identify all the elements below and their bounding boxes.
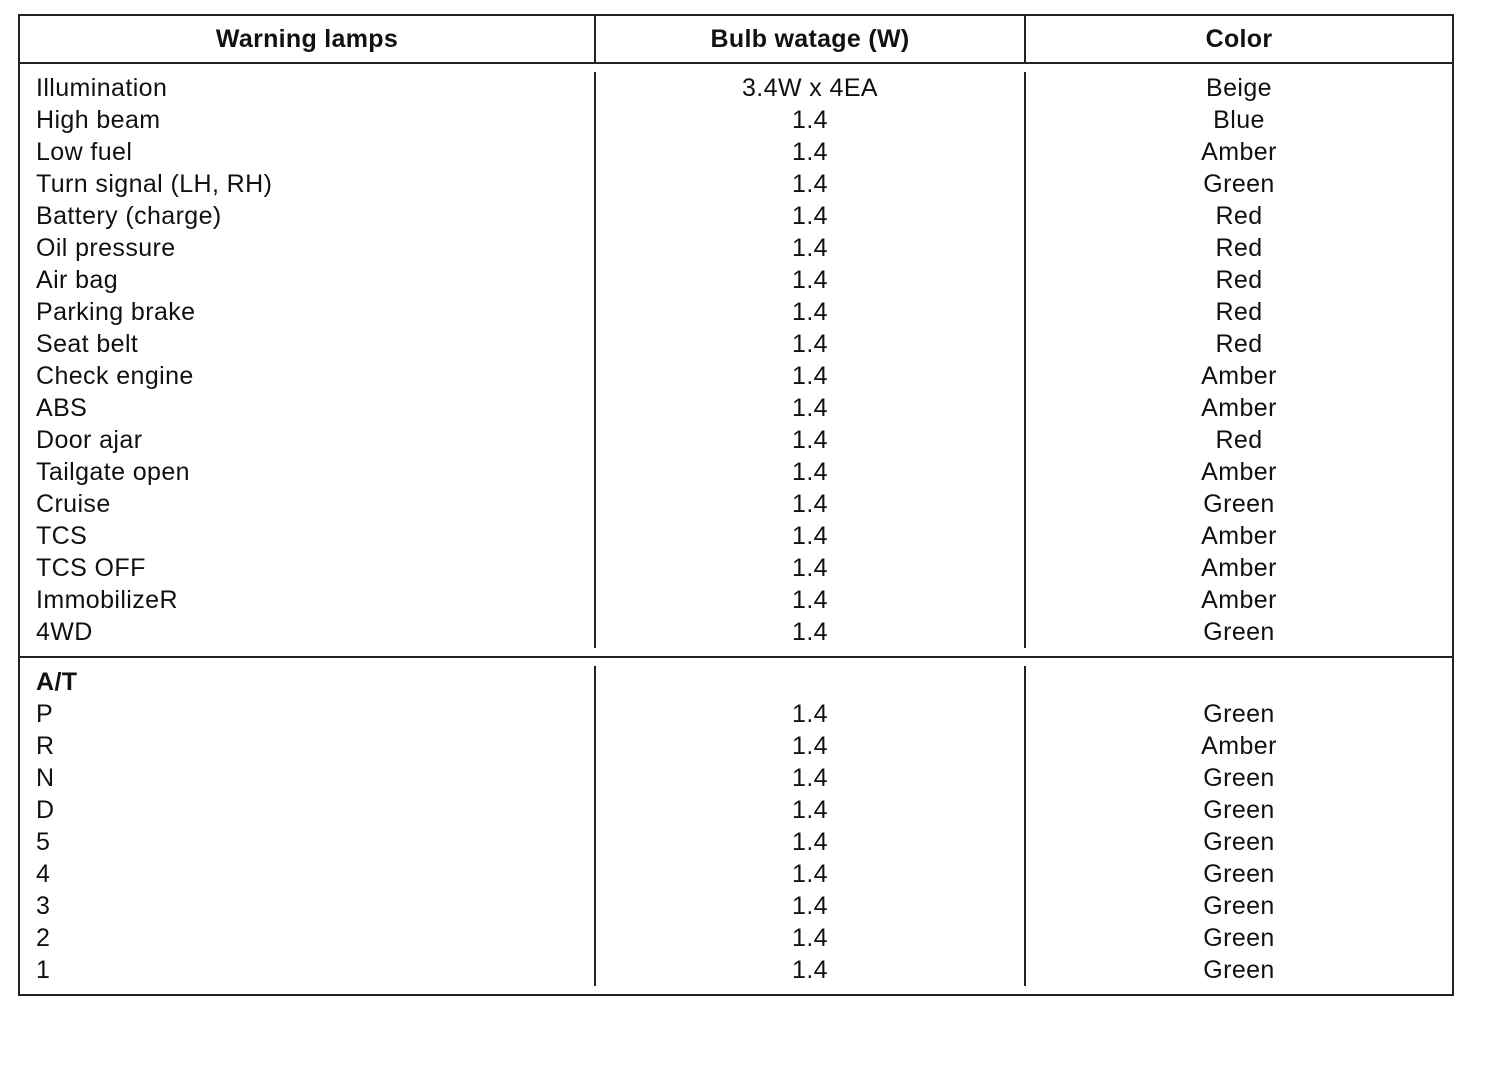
color-cell: Green bbox=[1203, 828, 1275, 856]
color-cell: Red bbox=[1215, 426, 1263, 454]
lamp-name-cell: Turn signal (LH, RH) bbox=[36, 170, 273, 198]
lamp-name-cell: 2 bbox=[36, 924, 51, 952]
lamp-name-cell: 4WD bbox=[36, 618, 93, 646]
color-cell: Green bbox=[1203, 170, 1275, 198]
lamp-name-cell: Cruise bbox=[36, 490, 111, 518]
wattage-cell: 1.4 bbox=[792, 522, 828, 550]
color-cell: Green bbox=[1203, 490, 1275, 518]
wattage-cell: 1.4 bbox=[792, 138, 828, 166]
spacer-line bbox=[596, 666, 1024, 698]
wattage-cell: 1.4 bbox=[792, 860, 828, 888]
color-cell: Green bbox=[1203, 860, 1275, 888]
lamp-name-cell: P bbox=[36, 700, 54, 728]
lamp-name-cell: Seat belt bbox=[36, 330, 139, 358]
lamp-name-cell: Check engine bbox=[36, 362, 194, 390]
color-cell: Amber bbox=[1201, 458, 1277, 486]
wattage-cell: 1.4 bbox=[792, 330, 828, 358]
at-group-title: A/T bbox=[36, 668, 78, 696]
color-cell: Red bbox=[1215, 330, 1263, 358]
at-wattage-column bbox=[596, 666, 1026, 986]
wattage-cell: 1.4 bbox=[792, 796, 828, 824]
color-cell: Amber bbox=[1201, 362, 1277, 390]
wattage-cell: 1.4 bbox=[792, 298, 828, 326]
color-cell: Green bbox=[1203, 618, 1275, 646]
color-cell: Amber bbox=[1201, 586, 1277, 614]
wattage-cell: 1.4 bbox=[792, 764, 828, 792]
lamp-name-cell: TCS OFF bbox=[36, 554, 146, 582]
lamp-name-cell: TCS bbox=[36, 522, 88, 550]
wattage-cell: 1.4 bbox=[792, 554, 828, 582]
warning-lamp-table bbox=[18, 14, 1454, 996]
wattage-cell: 1.4 bbox=[792, 362, 828, 390]
color-cell: Amber bbox=[1201, 732, 1277, 760]
table-header-row bbox=[20, 16, 1452, 64]
color-cell: Blue bbox=[1213, 106, 1265, 134]
color-cell: Amber bbox=[1201, 394, 1277, 422]
wattage-cell: 1.4 bbox=[792, 490, 828, 518]
wattage-cell: 1.4 bbox=[792, 924, 828, 952]
wattage-cell: 1.4 bbox=[792, 458, 828, 486]
lamp-name-column bbox=[20, 72, 596, 648]
wattage-cell: 1.4 bbox=[792, 586, 828, 614]
lamp-name-cell: High beam bbox=[36, 106, 161, 134]
color-cell: Red bbox=[1215, 298, 1263, 326]
wattage-cell: 1.4 bbox=[792, 266, 828, 294]
color-cell: Green bbox=[1203, 764, 1275, 792]
at-section bbox=[20, 658, 1452, 994]
lamp-name-cell: R bbox=[36, 732, 55, 760]
wattage-cell: 1.4 bbox=[792, 106, 828, 134]
lamp-name-cell: ImmobilizeR bbox=[36, 586, 178, 614]
wattage-cell: 1.4 bbox=[792, 732, 828, 760]
spacer-line bbox=[1026, 666, 1452, 698]
at-color-column bbox=[1026, 666, 1452, 986]
lamp-name-cell: Low fuel bbox=[36, 138, 133, 166]
wattage-cell: 1.4 bbox=[792, 892, 828, 920]
color-cell: Green bbox=[1203, 956, 1275, 984]
color-cell: Amber bbox=[1201, 522, 1277, 550]
lamp-name-cell: ABS bbox=[36, 394, 88, 422]
lamp-name-cell: 4 bbox=[36, 860, 51, 888]
wattage-cell: 1.4 bbox=[792, 828, 828, 856]
color-cell: Red bbox=[1215, 202, 1263, 230]
color-cell: Amber bbox=[1201, 138, 1277, 166]
color-cell: Red bbox=[1215, 234, 1263, 262]
lamp-name-cell: Illumination bbox=[36, 74, 168, 102]
header-color: Color bbox=[1205, 24, 1273, 53]
color-cell: Green bbox=[1203, 796, 1275, 824]
lamp-name-cell: 5 bbox=[36, 828, 51, 856]
lamp-name-cell: 3 bbox=[36, 892, 51, 920]
color-cell: Green bbox=[1203, 700, 1275, 728]
lamp-name-cell: 1 bbox=[36, 956, 51, 984]
wattage-column bbox=[596, 72, 1026, 648]
lamp-name-cell: Battery (charge) bbox=[36, 202, 222, 230]
wattage-cell: 1.4 bbox=[792, 426, 828, 454]
wattage-cell: 1.4 bbox=[792, 956, 828, 984]
lamp-name-cell: Door ajar bbox=[36, 426, 143, 454]
wattage-cell: 1.4 bbox=[792, 170, 828, 198]
wattage-cell: 1.4 bbox=[792, 234, 828, 262]
lamp-name-cell: Parking brake bbox=[36, 298, 196, 326]
lamp-name-cell: N bbox=[36, 764, 55, 792]
lamp-name-cell: Tailgate open bbox=[36, 458, 190, 486]
color-cell: Green bbox=[1203, 924, 1275, 952]
lamp-section bbox=[20, 64, 1452, 658]
wattage-cell: 1.4 bbox=[792, 700, 828, 728]
color-cell: Amber bbox=[1201, 554, 1277, 582]
color-column bbox=[1026, 72, 1452, 648]
at-lamp-name-column bbox=[20, 666, 596, 986]
color-cell: Red bbox=[1215, 266, 1263, 294]
wattage-cell: 1.4 bbox=[792, 394, 828, 422]
lamp-name-cell: Oil pressure bbox=[36, 234, 176, 262]
wattage-cell: 1.4 bbox=[792, 202, 828, 230]
lamp-name-cell: Air bag bbox=[36, 266, 119, 294]
wattage-cell: 1.4 bbox=[792, 618, 828, 646]
color-cell: Beige bbox=[1206, 74, 1272, 102]
wattage-cell: 3.4W x 4EA bbox=[742, 74, 878, 102]
color-cell: Green bbox=[1203, 892, 1275, 920]
header-bulb-wattage: Bulb watage (W) bbox=[596, 16, 1026, 62]
lamp-name-cell: D bbox=[36, 796, 55, 824]
header-warning-lamps: Warning lamps bbox=[20, 16, 596, 62]
